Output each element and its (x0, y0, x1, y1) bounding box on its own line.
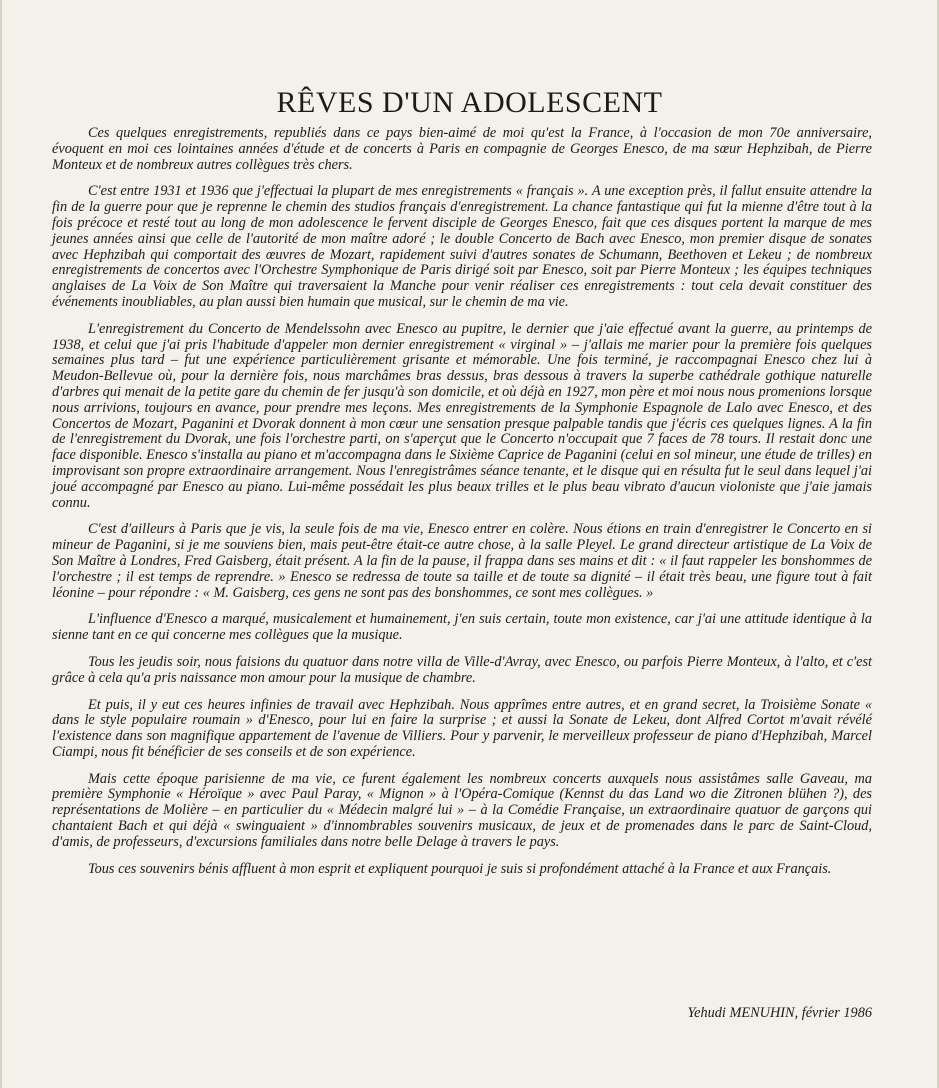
paragraph-8: Mais cette époque parisienne de ma vie, ce furent également les nombreux concerts auxquels nous assistâmes salle Gaveau, ma première Symphonie « Héroïque » avec Paul Paray, « Mignon » à l'Opéra-Comique (Kennst du das Land wo die Zitronen blühen ?), des représentations de Molière – en particulier du « Médecin malgré lui » – à la Comédie Française, un extraordinaire quatuor de garçons qui chantaient Bach et qui déjà « swinguaient » d'innombrables souvenirs musicaux, de jeux et de promenades dans le parc de Saint-Cloud, d'amis, de professeurs, d'excursions familiales dans notre belle Delage à travers le pays. (52, 770, 872, 850)
page-title: RÊVES D'UN ADOLESCENT (276, 86, 663, 120)
page-left-edge (0, 0, 2, 1088)
paragraph-6: Tous les jeudis soir, nous faisions du quatuor dans notre villa de Ville-d'Avray, avec Enesco, ou parfois Pierre Monteux, à l'alto, et c'est grâce à cela qu'a pris naissance mon amour pour la musique de chambre. (52, 653, 872, 686)
signature: Yehudi MENUHIN, février 1986 (687, 1005, 872, 1021)
paragraph-2: C'est entre 1931 et 1936 que j'effectuai la plupart de mes enregistrements « français ». A une exception près, il fallut ensuite attendre la fin de la guerre pour que je reprenne le chemin des studios français d'enregistrement. La chance fantastique qui fut la mienne d'être tout à la fois précoce et resté tout au long de mon adolescence le fervent disciple de Georges Enesco, fait que ces disques portent la marque de mes jeunes années ainsi que celle de l'autorité de mon maître adoré ; le double Concerto de Bach avec Enesco, mon premier disque de sonates avec Hephzibah qui comportait des œuvres de Mozart, rapidement suivi d'autres sonates de Schumann, Beethoven et Lekeu ; de nombreux enregistrements de concertos avec l'Orchestre Symphonique de Paris dirigé soit par Enesco, soit par Pierre Monteux ; les équipes techniques anglaises de La Voix de Son Maître qui traversaient la Manche pour venir réaliser ces enregistrements : tout cela devait constituer des événements inoubliables, au plan aussi bien humain que musical, sur le chemin de ma vie. (52, 183, 872, 310)
paragraph-9: Tous ces souvenirs bénis affluent à mon esprit et expliquent pourquoi je suis si profondément attaché à la France et aux Français. (88, 860, 832, 877)
paragraph-1: Ces quelques enregistrements, republiés dans ce pays bien-aimé de moi qu'est la France, à l'occasion de mon 70e anniversaire, évoquent en moi ces lointaines années d'étude et de concerts à Paris en compagnie de Georges Enesco, de ma sœur Hephzibah, de Pierre Monteux et de nombreux autres collègues très chers. (52, 125, 872, 173)
paragraph-7: Et puis, il y eut ces heures infinies de travail avec Hephzibah. Nous apprîmes entre autres, et en grand secret, la Troisième Sonate « dans le style populaire roumain » d'Enesco, pour lui en faire la surprise ; et aussi la Sonate de Lekeu, dont Alfred Cortot m'avait révélé l'existence dans son magnifique appartement de l'avenue de Villiers. Pour y parvenir, le merveilleux professeur de piano d'Hephzibah, Marcel Ciampi, nous fit bénéficier de ses conseils et de son expérience. (52, 696, 872, 760)
paragraph-4: C'est d'ailleurs à Paris que je vis, la seule fois de ma vie, Enesco entrer en colère. Nous étions en train d'enregistrer le Concerto en si mineur de Paganini, si je me souviens bien, mais peut-être était-ce autre chose, à la salle Pleyel. Le grand directeur artistique de La Voix de Son Maître à Londres, Fred Gaisberg, était présent. A la fin de la pause, il frappa dans ses mains et dit : « il faut rappeler les bonshommes de l'orchestre ; il est temps de reprendre. » Enesco se redressa de toute sa taille et de toute sa dignité – il était très beau, une figure tout à fait léonine – pour répondre : « M. Gaisberg, ces gens ne sont pas des bonshommes, ce sont mes collègues. » (52, 521, 872, 601)
paragraph-5: L'influence d'Enesco a marqué, musicalement et humainement, j'en suis certain, toute mon existence, car j'ai une attitude identique à la sienne tant en ce qui concerne mes collègues que la musique. (52, 611, 872, 644)
letter-body (52, 126, 872, 888)
paragraph-3: L'enregistrement du Concerto de Mendelssohn avec Enesco au pupitre, le dernier que j'aie effectué avant la guerre, au printemps de 1938, et celui que j'ai pris l'habitude d'appeler mon dernier enregistrement « virginal » – j'allais me marier pour la première fois quelques semaines plus tard – fut une expérience particulièrement grisante et mémorable. Une fois terminé, je raccompagnai Enesco chez lui à Meudon-Bellevue où, pour la dernière fois, nous marchâmes bras dessus, bras dessous à travers la superbe cathédrale gothique naturelle d'arbres qui menait de la petite gare du chemin de fer jusqu'à son domicile, et où déjà en 1927, mon père et moi nous nous promenions lorsque nous arrivions, toujours en avance, pour prendre mes leçons. Mes enregistrements de la Symphonie Espagnole de Lalo avec Enesco, et des Concertos de Mozart, Paganini et Dvorak donnent à mon cœur une sensation presque palpable tandis que j'écris ces quelques lignes. A la fin de l'enregistrement du Dvorak, une fois l'orchestre parti, on s'aperçut que le Concerto n'occupait que 7 faces de 78 tours. Il restait donc une face disponible. Enesco s'installa au piano et m'accompagna dans le Sixième Caprice de Paganini (celui en sol mineur, une étude de trilles) en improvisant son propre extraordinaire arrangement. Nous l'enregistrâmes séance tenante, et le disque qui en résulta fut le seul dans lequel j'ai joué accompagné par Enesco au piano. Lui-même possédait les plus beaux trilles et le plus beau vibrato d'aucun violoniste que j'aie jamais connu. (52, 320, 872, 511)
